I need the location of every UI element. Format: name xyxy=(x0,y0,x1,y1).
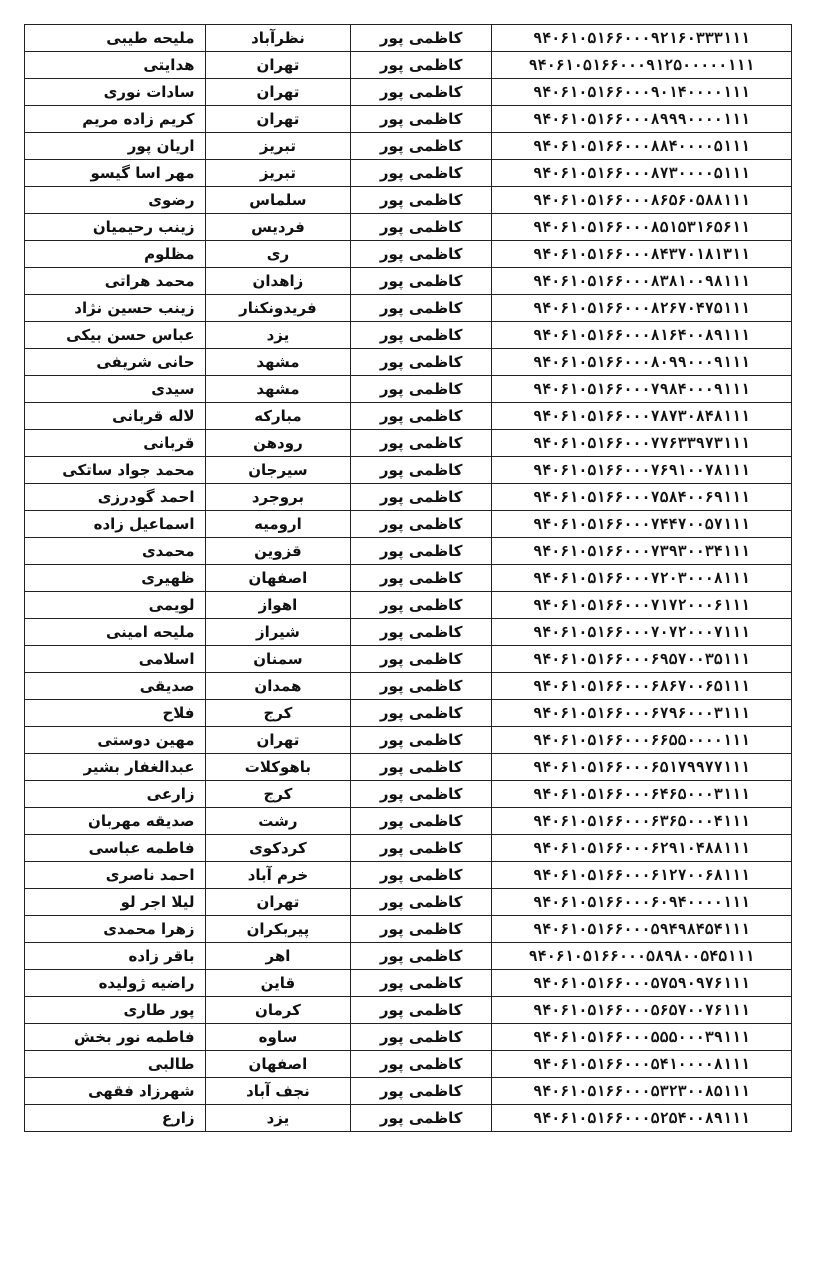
table-row xyxy=(25,673,792,700)
tracking-code-cell: ۹۴۰۶۱۰۵۱۶۶۰۰۰۷۵۸۴۰۰۶۹۱۱۱ xyxy=(492,484,792,511)
table-row xyxy=(25,484,792,511)
person-name-cell: فاطمه نور بخش xyxy=(25,1024,206,1051)
city-cell: تهران xyxy=(205,106,351,133)
tracking-code-cell: ۹۴۰۶۱۰۵۱۶۶۰۰۰۶۵۱۷۹۹۷۷۱۱۱ xyxy=(492,754,792,781)
tracking-code-cell: ۹۴۰۶۱۰۵۱۶۶۰۰۰۸۴۳۷۰۱۸۱۳۱۱ xyxy=(492,241,792,268)
city-cell: کرمان xyxy=(205,997,351,1024)
tracking-code-cell: ۹۴۰۶۱۰۵۱۶۶۰۰۰۵۲۵۴۰۰۸۹۱۱۱ xyxy=(492,1105,792,1132)
city-cell: اهواز xyxy=(205,592,351,619)
city-cell: کردکوی xyxy=(205,835,351,862)
person-name-cell: اریان پور xyxy=(25,133,206,160)
tracking-code-cell: ۹۴۰۶۱۰۵۱۶۶۰۰۰۶۹۵۷۰۰۳۵۱۱۱ xyxy=(492,646,792,673)
person-name-cell: قربانی xyxy=(25,430,206,457)
table-row xyxy=(25,1051,792,1078)
agent-name-cell: کاظمی پور xyxy=(351,700,492,727)
agent-name-cell: کاظمی پور xyxy=(351,457,492,484)
person-name-cell: عباس حسن بیکی xyxy=(25,322,206,349)
agent-name-cell: کاظمی پور xyxy=(351,376,492,403)
city-cell: کرج xyxy=(205,700,351,727)
person-name-cell: عبدالغفار بشیر xyxy=(25,754,206,781)
table-row xyxy=(25,970,792,997)
records-table-body xyxy=(25,25,792,1132)
table-row xyxy=(25,322,792,349)
table-row xyxy=(25,808,792,835)
table-row xyxy=(25,997,792,1024)
city-cell: مبارکه xyxy=(205,403,351,430)
table-row xyxy=(25,25,792,52)
tracking-code-cell: ۹۴۰۶۱۰۵۱۶۶۰۰۰۹۰۱۴۰۰۰۰۱۱۱ xyxy=(492,79,792,106)
city-cell: اهر xyxy=(205,943,351,970)
city-cell: نظرآباد xyxy=(205,25,351,52)
tracking-code-cell: ۹۴۰۶۱۰۵۱۶۶۰۰۰۶۲۹۱۰۴۸۸۱۱۱ xyxy=(492,835,792,862)
city-cell: سیرجان xyxy=(205,457,351,484)
city-cell: اصفهان xyxy=(205,565,351,592)
table-row xyxy=(25,700,792,727)
city-cell: تهران xyxy=(205,79,351,106)
agent-name-cell: کاظمی پور xyxy=(351,52,492,79)
table-row xyxy=(25,781,792,808)
tracking-code-cell: ۹۴۰۶۱۰۵۱۶۶۰۰۰۶۷۹۶۰۰۰۳۱۱۱ xyxy=(492,700,792,727)
person-name-cell: لیلا اجر لو xyxy=(25,889,206,916)
person-name-cell: شهرزاد فقهی xyxy=(25,1078,206,1105)
city-cell: باهوکلات xyxy=(205,754,351,781)
city-cell: تبریز xyxy=(205,160,351,187)
person-name-cell: اسماعیل زاده xyxy=(25,511,206,538)
city-cell: خرم آباد xyxy=(205,862,351,889)
table-row xyxy=(25,349,792,376)
person-name-cell: زینب حسین نژاد xyxy=(25,295,206,322)
person-name-cell: ملیحه طیبی xyxy=(25,25,206,52)
person-name-cell: لویمی xyxy=(25,592,206,619)
city-cell: رودهن xyxy=(205,430,351,457)
city-cell: مشهد xyxy=(205,349,351,376)
agent-name-cell: کاظمی پور xyxy=(351,268,492,295)
agent-name-cell: کاظمی پور xyxy=(351,79,492,106)
table-row xyxy=(25,862,792,889)
tracking-code-cell: ۹۴۰۶۱۰۵۱۶۶۰۰۰۵۸۹۸۰۰۵۴۵۱۱۱ xyxy=(492,943,792,970)
person-name-cell: محمدی xyxy=(25,538,206,565)
table-row xyxy=(25,376,792,403)
agent-name-cell: کاظمی پور xyxy=(351,349,492,376)
table-row xyxy=(25,430,792,457)
records-table xyxy=(24,24,792,1132)
city-cell: مشهد xyxy=(205,376,351,403)
person-name-cell: سیدی xyxy=(25,376,206,403)
tracking-code-cell: ۹۴۰۶۱۰۵۱۶۶۰۰۰۵۶۵۷۰۰۷۶۱۱۱ xyxy=(492,997,792,1024)
tracking-code-cell: ۹۴۰۶۱۰۵۱۶۶۰۰۰۷۳۹۳۰۰۳۴۱۱۱ xyxy=(492,538,792,565)
agent-name-cell: کاظمی پور xyxy=(351,187,492,214)
table-row xyxy=(25,1105,792,1132)
table-row xyxy=(25,187,792,214)
person-name-cell: زینب رحیمیان xyxy=(25,214,206,241)
tracking-code-cell: ۹۴۰۶۱۰۵۱۶۶۰۰۰۶۳۶۵۰۰۰۴۱۱۱ xyxy=(492,808,792,835)
agent-name-cell: کاظمی پور xyxy=(351,646,492,673)
city-cell: رشت xyxy=(205,808,351,835)
city-cell: پیربکران xyxy=(205,916,351,943)
table-row xyxy=(25,754,792,781)
table-row xyxy=(25,565,792,592)
agent-name-cell: کاظمی پور xyxy=(351,754,492,781)
agent-name-cell: کاظمی پور xyxy=(351,781,492,808)
tracking-code-cell: ۹۴۰۶۱۰۵۱۶۶۰۰۰۷۰۷۲۰۰۰۷۱۱۱ xyxy=(492,619,792,646)
table-row xyxy=(25,619,792,646)
tracking-code-cell: ۹۴۰۶۱۰۵۱۶۶۰۰۰۷۱۷۲۰۰۰۶۱۱۱ xyxy=(492,592,792,619)
person-name-cell: باقر زاده xyxy=(25,943,206,970)
tracking-code-cell: ۹۴۰۶۱۰۵۱۶۶۰۰۰۷۷۶۳۳۹۷۳۱۱۱ xyxy=(492,430,792,457)
table-row xyxy=(25,835,792,862)
tracking-code-cell: ۹۴۰۶۱۰۵۱۶۶۰۰۰۷۹۸۴۰۰۰۹۱۱۱ xyxy=(492,376,792,403)
tracking-code-cell: ۹۴۰۶۱۰۵۱۶۶۰۰۰۶۶۵۵۰۰۰۰۱۱۱ xyxy=(492,727,792,754)
agent-name-cell: کاظمی پور xyxy=(351,322,492,349)
tracking-code-cell: ۹۴۰۶۱۰۵۱۶۶۰۰۰۶۸۶۷۰۰۶۵۱۱۱ xyxy=(492,673,792,700)
table-row xyxy=(25,133,792,160)
agent-name-cell: کاظمی پور xyxy=(351,916,492,943)
table-row xyxy=(25,268,792,295)
person-name-cell: صدیقی xyxy=(25,673,206,700)
agent-name-cell: کاظمی پور xyxy=(351,592,492,619)
city-cell: فریدونکنار xyxy=(205,295,351,322)
person-name-cell: زارعی xyxy=(25,781,206,808)
person-name-cell: لاله قربانی xyxy=(25,403,206,430)
table-row xyxy=(25,916,792,943)
table-row xyxy=(25,457,792,484)
city-cell: تهران xyxy=(205,727,351,754)
agent-name-cell: کاظمی پور xyxy=(351,295,492,322)
person-name-cell: پور طاری xyxy=(25,997,206,1024)
person-name-cell: احمد گودرزی xyxy=(25,484,206,511)
person-name-cell: هدایتی xyxy=(25,52,206,79)
tracking-code-cell: ۹۴۰۶۱۰۵۱۶۶۰۰۰۸۸۴۰۰۰۰۵۱۱۱ xyxy=(492,133,792,160)
tracking-code-cell: ۹۴۰۶۱۰۵۱۶۶۰۰۰۵۳۲۳۰۰۸۵۱۱۱ xyxy=(492,1078,792,1105)
person-name-cell: صدیقه مهربان xyxy=(25,808,206,835)
table-row xyxy=(25,943,792,970)
person-name-cell: کریم زاده مریم xyxy=(25,106,206,133)
person-name-cell: زهرا محمدی xyxy=(25,916,206,943)
agent-name-cell: کاظمی پور xyxy=(351,619,492,646)
city-cell: شیراز xyxy=(205,619,351,646)
agent-name-cell: کاظمی پور xyxy=(351,160,492,187)
city-cell: قاین xyxy=(205,970,351,997)
table-row xyxy=(25,79,792,106)
city-cell: تبریز xyxy=(205,133,351,160)
table-row xyxy=(25,592,792,619)
table-row xyxy=(25,646,792,673)
city-cell: سلماس xyxy=(205,187,351,214)
agent-name-cell: کاظمی پور xyxy=(351,25,492,52)
agent-name-cell: کاظمی پور xyxy=(351,1078,492,1105)
person-name-cell: زارع xyxy=(25,1105,206,1132)
tracking-code-cell: ۹۴۰۶۱۰۵۱۶۶۰۰۰۶۱۲۷۰۰۶۸۱۱۱ xyxy=(492,862,792,889)
agent-name-cell: کاظمی پور xyxy=(351,835,492,862)
table-row xyxy=(25,241,792,268)
tracking-code-cell: ۹۴۰۶۱۰۵۱۶۶۰۰۰۸۵۱۵۳۱۶۵۶۱۱ xyxy=(492,214,792,241)
city-cell: تهران xyxy=(205,52,351,79)
person-name-cell: مهین دوستی xyxy=(25,727,206,754)
table-row xyxy=(25,889,792,916)
table-row xyxy=(25,403,792,430)
tracking-code-cell: ۹۴۰۶۱۰۵۱۶۶۰۰۰۷۴۴۷۰۰۵۷۱۱۱ xyxy=(492,511,792,538)
table-row xyxy=(25,106,792,133)
agent-name-cell: کاظمی پور xyxy=(351,1051,492,1078)
table-row xyxy=(25,295,792,322)
agent-name-cell: کاظمی پور xyxy=(351,1024,492,1051)
person-name-cell: مظلوم xyxy=(25,241,206,268)
table-row xyxy=(25,727,792,754)
tracking-code-cell: ۹۴۰۶۱۰۵۱۶۶۰۰۰۸۹۹۹۰۰۰۰۱۱۱ xyxy=(492,106,792,133)
tracking-code-cell: ۹۴۰۶۱۰۵۱۶۶۰۰۰۵۷۵۹۰۹۷۶۱۱۱ xyxy=(492,970,792,997)
person-name-cell: اسلامی xyxy=(25,646,206,673)
agent-name-cell: کاظمی پور xyxy=(351,403,492,430)
city-cell: ساوه xyxy=(205,1024,351,1051)
tracking-code-cell: ۹۴۰۶۱۰۵۱۶۶۰۰۰۸۶۵۶۰۵۸۸۱۱۱ xyxy=(492,187,792,214)
tracking-code-cell: ۹۴۰۶۱۰۵۱۶۶۰۰۰۷۸۷۳۰۸۴۸۱۱۱ xyxy=(492,403,792,430)
city-cell: سمنان xyxy=(205,646,351,673)
agent-name-cell: کاظمی پور xyxy=(351,538,492,565)
person-name-cell: راضیه ژولیده xyxy=(25,970,206,997)
person-name-cell: ملیحه امینی xyxy=(25,619,206,646)
table-row xyxy=(25,511,792,538)
agent-name-cell: کاظمی پور xyxy=(351,484,492,511)
table-row xyxy=(25,214,792,241)
city-cell: ارومیه xyxy=(205,511,351,538)
city-cell: بروجرد xyxy=(205,484,351,511)
city-cell: یزد xyxy=(205,322,351,349)
person-name-cell: ظهیری xyxy=(25,565,206,592)
tracking-code-cell: ۹۴۰۶۱۰۵۱۶۶۰۰۰۸۰۹۹۰۰۰۹۱۱۱ xyxy=(492,349,792,376)
person-name-cell: رضوی xyxy=(25,187,206,214)
tracking-code-cell: ۹۴۰۶۱۰۵۱۶۶۰۰۰۸۱۶۴۰۰۸۹۱۱۱ xyxy=(492,322,792,349)
city-cell: زاهدان xyxy=(205,268,351,295)
tracking-code-cell: ۹۴۰۶۱۰۵۱۶۶۰۰۰۷۶۹۱۰۰۷۸۱۱۱ xyxy=(492,457,792,484)
tracking-code-cell: ۹۴۰۶۱۰۵۱۶۶۰۰۰۵۵۵۰۰۰۳۹۱۱۱ xyxy=(492,1024,792,1051)
agent-name-cell: کاظمی پور xyxy=(351,862,492,889)
city-cell: قزوین xyxy=(205,538,351,565)
city-cell: فردیس xyxy=(205,214,351,241)
agent-name-cell: کاظمی پور xyxy=(351,970,492,997)
city-cell: یزد xyxy=(205,1105,351,1132)
tracking-code-cell: ۹۴۰۶۱۰۵۱۶۶۰۰۰۸۳۸۱۰۰۹۸۱۱۱ xyxy=(492,268,792,295)
agent-name-cell: کاظمی پور xyxy=(351,727,492,754)
tracking-code-cell: ۹۴۰۶۱۰۵۱۶۶۰۰۰۵۴۱۰۰۰۰۸۱۱۱ xyxy=(492,1051,792,1078)
tracking-code-cell: ۹۴۰۶۱۰۵۱۶۶۰۰۰۷۲۰۳۰۰۰۸۱۱۱ xyxy=(492,565,792,592)
person-name-cell: محمد هراتی xyxy=(25,268,206,295)
agent-name-cell: کاظمی پور xyxy=(351,565,492,592)
city-cell: اصفهان xyxy=(205,1051,351,1078)
agent-name-cell: کاظمی پور xyxy=(351,133,492,160)
agent-name-cell: کاظمی پور xyxy=(351,673,492,700)
agent-name-cell: کاظمی پور xyxy=(351,889,492,916)
agent-name-cell: کاظمی پور xyxy=(351,943,492,970)
agent-name-cell: کاظمی پور xyxy=(351,241,492,268)
person-name-cell: محمد جواد ساتکی xyxy=(25,457,206,484)
agent-name-cell: کاظمی پور xyxy=(351,997,492,1024)
city-cell: ری xyxy=(205,241,351,268)
person-name-cell: حانی شریفی xyxy=(25,349,206,376)
city-cell: همدان xyxy=(205,673,351,700)
agent-name-cell: کاظمی پور xyxy=(351,808,492,835)
tracking-code-cell: ۹۴۰۶۱۰۵۱۶۶۰۰۰۹۱۲۵۰۰۰۰۰۱۱۱ xyxy=(492,52,792,79)
city-cell: تهران xyxy=(205,889,351,916)
table-row xyxy=(25,52,792,79)
tracking-code-cell: ۹۴۰۶۱۰۵۱۶۶۰۰۰۵۹۴۹۸۴۵۴۱۱۱ xyxy=(492,916,792,943)
table-row xyxy=(25,1078,792,1105)
table-row xyxy=(25,160,792,187)
person-name-cell: احمد ناصری xyxy=(25,862,206,889)
agent-name-cell: کاظمی پور xyxy=(351,106,492,133)
person-name-cell: سادات نوری xyxy=(25,79,206,106)
person-name-cell: طالبی xyxy=(25,1051,206,1078)
tracking-code-cell: ۹۴۰۶۱۰۵۱۶۶۰۰۰۹۲۱۶۰۳۳۳۱۱۱ xyxy=(492,25,792,52)
table-row xyxy=(25,1024,792,1051)
agent-name-cell: کاظمی پور xyxy=(351,1105,492,1132)
agent-name-cell: کاظمی پور xyxy=(351,430,492,457)
agent-name-cell: کاظمی پور xyxy=(351,511,492,538)
tracking-code-cell: ۹۴۰۶۱۰۵۱۶۶۰۰۰۸۲۶۷۰۴۷۵۱۱۱ xyxy=(492,295,792,322)
agent-name-cell: کاظمی پور xyxy=(351,214,492,241)
city-cell: نجف آباد xyxy=(205,1078,351,1105)
city-cell: کرج xyxy=(205,781,351,808)
person-name-cell: فلاح xyxy=(25,700,206,727)
tracking-code-cell: ۹۴۰۶۱۰۵۱۶۶۰۰۰۶۰۹۴۰۰۰۰۱۱۱ xyxy=(492,889,792,916)
tracking-code-cell: ۹۴۰۶۱۰۵۱۶۶۰۰۰۸۷۳۰۰۰۰۵۱۱۱ xyxy=(492,160,792,187)
tracking-code-cell: ۹۴۰۶۱۰۵۱۶۶۰۰۰۶۴۶۵۰۰۰۳۱۱۱ xyxy=(492,781,792,808)
person-name-cell: مهر اسا گیسو xyxy=(25,160,206,187)
table-row xyxy=(25,538,792,565)
person-name-cell: فاطمه عباسی xyxy=(25,835,206,862)
